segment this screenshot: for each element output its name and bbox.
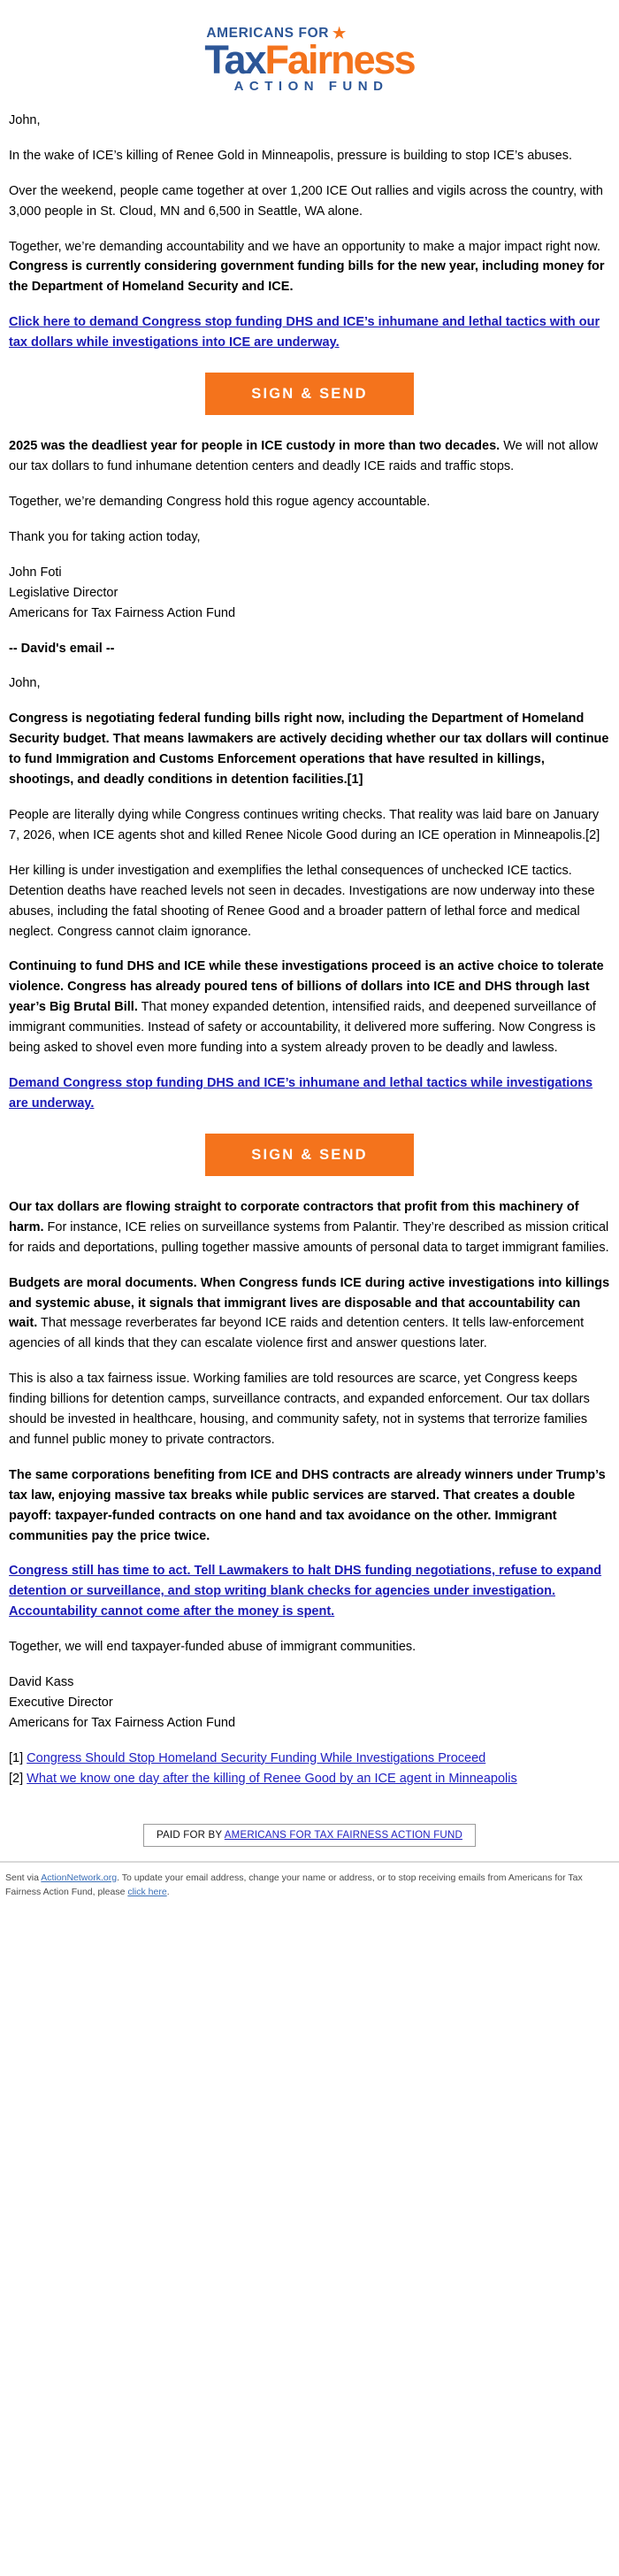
message-content (0, 111, 619, 1788)
forwarded-paragraph-dying: People are literally dying while Congress continues writing checks. That reality was laid bare on January 7, 2026, when ICE agents shot and killed Renee Nicole Good during an ICE operation in Minneapolis.[2] (9, 807, 600, 842)
paragraph-funding-bills-lead: Together, we’re demanding accountability and we have an opportunity to make a major impact right now. (9, 239, 600, 254)
sign-and-send-button-2[interactable]: SIGN & SEND (205, 1134, 413, 1176)
cta-link-2-line (9, 1073, 610, 1114)
brand-logo (0, 0, 619, 111)
forwarded-email-header: -- David's email -- (9, 641, 115, 656)
footer-divider (0, 1861, 619, 1863)
signature-1-title: Legislative Director (9, 585, 118, 600)
footnote-link-2[interactable]: What we know one day after the killing of Renee Good by an ICE agent in Minneapolis (27, 1771, 517, 1786)
forwarded-paragraph-continuing-rest: That money expanded detention, intensified raids, and deepened surveillance of immigrant communities. Instead of safety or accountability, it delivered more suffering. Now Congress is being asked to shovel even more funding into a system already proven to be deadly and lawless. (9, 1000, 596, 1056)
logo-americans-for-text: AMERICANS FOR (206, 26, 330, 41)
forwarded-greeting: John, (9, 676, 41, 691)
signature-1-org: Americans for Tax Fairness Action Fund (9, 605, 236, 620)
paragraph-funding-bills-emphasis: Congress is currently considering government funding bills for the new year, including money for the Department of Homeland Security and ICE. (9, 259, 605, 295)
cta-button-2-wrapper (9, 1134, 610, 1176)
signature-1-name: John Foti (9, 565, 62, 580)
forwarded-paragraph-contractors-emphasis: Our tax dollars are flowing straight to corporate contractors that profit from this machinery of harm. (9, 1199, 579, 1234)
forwarded-paragraph-budgets-emphasis: Budgets are moral documents. When Congress funds ICE during active investigations into killings and systemic abuse, it signals that immigrant lives are disposable and that accountability can wait. (9, 1275, 610, 1331)
forwarded-paragraph-closing: Together, we will end taxpayer-funded abuse of immigrant communities. (9, 1640, 416, 1655)
footnote-item-2 (9, 1769, 610, 1788)
footnote-marker-2: [2] (9, 1771, 24, 1786)
logo-fairness-text: Fairness (264, 36, 415, 82)
cta-link-3-line (9, 1561, 610, 1622)
signature-2-org: Americans for Tax Fairness Action Fund (9, 1715, 236, 1730)
paragraph-deadliest-year (9, 436, 610, 477)
forwarded-paragraph-investigation: Her killing is under investigation and exemplifies the lethal consequences of unchecked ICE tactics. Detention deaths have reached levels not seen in decades. Investigations are now underway into these abuses, including the fatal shooting of Renee Good and a broader pattern of lethal force and medical neglect. Congress cannot claim ignorance. (9, 863, 595, 939)
signature-block-1 (9, 563, 610, 624)
footnote-item-1 (9, 1749, 610, 1768)
forwarded-paragraph-budgets (9, 1273, 610, 1355)
paid-for-org-link[interactable]: AMERICANS FOR TAX FAIRNESS ACTION FUND (224, 1829, 462, 1841)
logo-action-fund-text: ACTION FUND (233, 78, 389, 94)
fineprint-sent-via-text: Sent via (5, 1872, 42, 1883)
cta-button-1-wrapper (9, 373, 610, 415)
forwarded-paragraph-corporations: The same corporations benefiting from ICE and DHS contracts are already winners under Trump’s tax law, enjoying massive tax breaks while public services are starved. That creates a double payoff: taxpayer-funded contracts on one hand and tax avoidance on the other. Immigrant communities pay the price twice. (9, 1467, 606, 1543)
paid-for-prefix-text: PAID FOR BY (157, 1829, 225, 1841)
paragraph-intro: In the wake of ICE’s killing of Renee Gold in Minneapolis, pressure is building to stop ICE’s abuses. (9, 148, 573, 163)
footer-fineprint (0, 1872, 619, 1926)
fineprint-update-text: . To update your email address, change your name or address, or to stop receiving emails from Americans for Tax Fairness Action Fund, please (5, 1872, 583, 1897)
paragraph-deadliest-year-rest: We will not allow our tax dollars to fund inhumane detention centers and deadly ICE raids and traffic stops. (9, 439, 599, 474)
star-icon: ★ (332, 25, 347, 42)
forwarded-paragraph-continuing-to-fund (9, 957, 610, 1058)
forwarded-paragraph-contractors (9, 1197, 610, 1258)
paragraph-rallies: Over the weekend, people came together at over 1,200 ICE Out rallies and vigils across the country, with 3,000 people in St. Cloud, MN and 6,500 in Seattle, WA alone. (9, 183, 603, 219)
paid-for-disclaimer (143, 1824, 476, 1847)
forwarded-paragraph-continuing-emphasis: Continuing to fund DHS and ICE while these investigations proceed is an active choice to tolerate violence. Congress has already poured tens of billions of dollars into ICE and DHS through last year’s Big Brutal Bill. (9, 959, 604, 1015)
logo-lockup (204, 25, 414, 93)
footnote-link-1[interactable]: Congress Should Stop Homeland Security Funding While Investigations Proceed (27, 1750, 486, 1765)
forwarded-paragraph-budgets-rest: That message reverberates far beyond ICE raids and detention centers. It tells law-enforcement agencies of all kinds that they can escalate violence first and answer questions later. (9, 1316, 585, 1351)
logo-wordmark (204, 36, 415, 82)
logo-tax-text: Tax (204, 36, 265, 82)
tell-lawmakers-link[interactable]: Congress still has time to act. Tell Lawmakers to halt DHS funding negotiations, refuse to expand detention or surveillance, and stop writing blank checks for agencies under investigation. Accountability cannot come after the money is spent. (9, 1564, 602, 1619)
unsubscribe-link[interactable]: click here (127, 1886, 167, 1897)
footnote-list (9, 1749, 610, 1788)
forwarded-paragraph-contractors-rest: For instance, ICE relies on surveillance systems from Palantir. They’re described as mission critical for raids and deportations, pulling together massive amounts of personal data to target immigrant families. (9, 1219, 609, 1255)
forwarded-paragraph-negotiating: Congress is negotiating federal funding bills right now, including the Department of Homeland Security budget. That means lawmakers are actively deciding whether our tax dollars will continue to fund Immigration and Customs Enforcement operations that have resulted in killings, shootings, and deadly conditions in detention facilities.[1] (9, 711, 609, 788)
greeting-line: John, (9, 112, 41, 127)
cta-link-1-line (9, 312, 610, 353)
signature-block-2 (9, 1672, 610, 1734)
footnote-marker-1: [1] (9, 1750, 24, 1765)
forwarded-paragraph-tax-fairness: This is also a tax fairness issue. Working families are told resources are scarce, yet Congress keeps finding billions for detention camps, surveillance contracts, and expanded enforcement. Our tax dollars should be invested in healthcare, housing, and community safety, not in systems that terrorize families and funnel public money to private contractors. (9, 1372, 590, 1447)
sign-and-send-button-1[interactable]: SIGN & SEND (205, 373, 413, 415)
paragraph-deadliest-year-emphasis: 2025 was the deadliest year for people in ICE custody in more than two decades. (9, 439, 501, 454)
action-network-link[interactable]: ActionNetwork.org (41, 1872, 118, 1883)
paragraph-accountable: Together, we’re demanding Congress hold this rogue agency accountable. (9, 495, 431, 509)
paragraph-funding-bills (9, 237, 610, 298)
signature-2-name: David Kass (9, 1675, 74, 1690)
signature-2-title: Executive Director (9, 1696, 113, 1711)
paragraph-thank-you: Thank you for taking action today, (9, 529, 201, 544)
fineprint-period: . (166, 1886, 170, 1897)
paid-for-disclaimer-wrapper (0, 1824, 619, 1847)
demand-congress-link-2[interactable]: Demand Congress stop funding DHS and ICE’s inhumane and lethal tactics while investigations are underway. (9, 1075, 593, 1111)
demand-congress-link-1[interactable]: Click here to demand Congress stop funding DHS and ICE’s inhumane and lethal tactics with our tax dollars while investigations into ICE are underway. (9, 315, 600, 350)
